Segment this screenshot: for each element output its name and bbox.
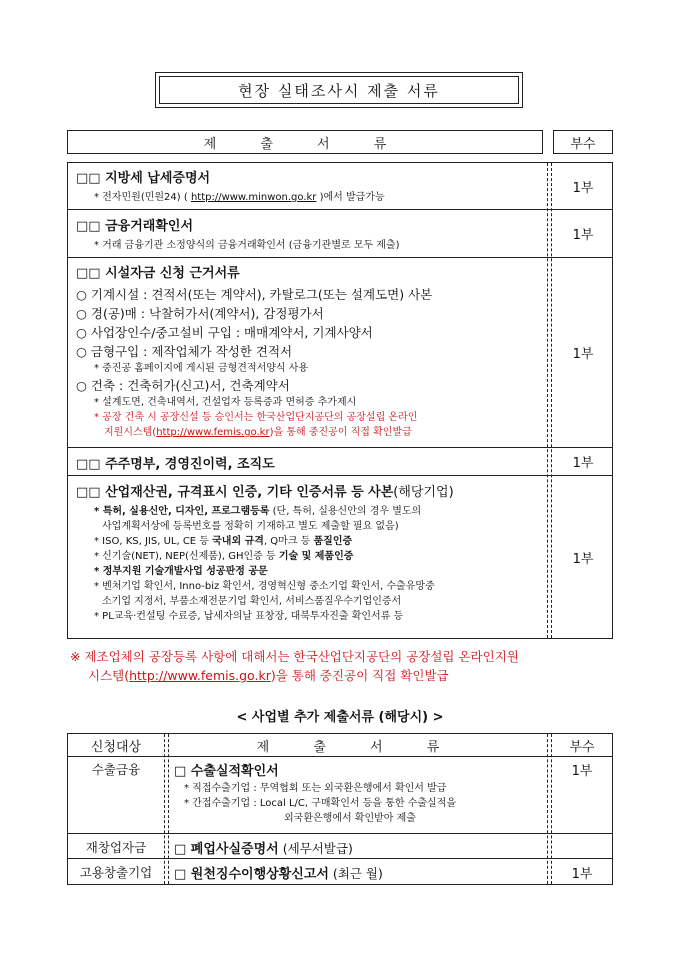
title-box [155,72,523,108]
build-note: * 설계도면, 건축내역서, 건설업자 등록증과 면허증 추가제시 [94,397,357,408]
facility-item: ○ 경(공)매 : 낙찰허가서(계약서), 감정평가서 [76,306,324,321]
minwon-link[interactable]: http://www.minwon.go.kr [190,192,317,203]
ip-note-rest: * ISO, KS, JIS, UL, CE 등 [94,536,213,547]
row-tax-certificate [76,167,385,205]
ip-note-bold: 기술 및 제품인증 [278,551,354,562]
ip-note [94,534,548,549]
row-shareholders [76,453,275,472]
doc-employment [174,863,383,882]
copies-cell: 1부 [572,347,594,362]
row-ip-certificates [76,481,548,624]
row-title [76,481,548,500]
doc-export [174,760,546,826]
note-suffix: )에서 발급가능 [319,192,385,203]
note-prefix: * 전자민원(민원24) ( [94,192,188,203]
footnote-line2 [88,666,640,685]
copies-cell: 1부 [572,228,594,243]
table1-header-docs [67,130,543,154]
red-note-suffix: )을 통해 중진공이 직접 확인발급 [269,427,412,438]
table2-header-target: 신청대상 [90,739,142,755]
doc-note: 외국환은행에서 확인받아 제출 [284,813,416,824]
target-export: 수출금융 [91,762,141,777]
facility-item: ○ 사업장인수/중고설비 구입 : 매매계약서, 기계사양서 [76,325,373,340]
ip-note-bold: * 특허, 실용신안, 디자인, 프로그램등록 [94,506,270,517]
ip-note: 사업계획서상에 등록번호를 정확히 기재하고 별도 제출할 필요 없음) [102,521,399,532]
table2-title-wrap [67,706,613,725]
table2-title: < 사업별 추가 제출서류 (해당시) > [236,710,444,725]
table2-header-docs-label: 제 출 서 류 [256,739,460,755]
target-employment: 고용창출기업 [79,865,153,880]
target-restart: 재창업자금 [85,840,147,855]
row-separator [68,475,612,476]
facility-item: ○ 건축 : 건축허가(신고)서, 건축계약서 [76,378,290,393]
row-title: □□ 시설자금 신청 근거서류 [76,266,240,281]
row-title-bold: □□ 산업재산권, 규격표시 인증, 기타 인증서류 등 사본 [76,485,394,500]
doc-title: □ 수출실적확인서 [174,764,279,779]
facility-item: ○ 금형구입 : 제작업체가 작성한 견적서 [76,344,293,359]
doc-note: * 간접수출기업 : Local L/C, 구매확인서 등을 통한 수출실적을 [184,798,457,809]
doc-restart [174,838,353,857]
table2-row-separator [68,833,612,834]
table2-row-separator [68,858,612,859]
row-financial-confirmation [76,215,400,253]
copies-export: 1부 [571,764,593,779]
row-note: * 거래 금융기관 소정양식의 금융거래확인서 (금융기관별로 모두 제출) [94,240,400,251]
row-separator [68,257,612,258]
red-note-line2 [104,425,546,440]
table2 [67,733,613,885]
doc-title: □ 원천징수이행상황신고서 [174,867,329,882]
copies-employment: 1부 [571,867,593,882]
row-title: □□ 지방세 납세증명서 [76,171,211,186]
copies-cell: 1부 [572,180,594,196]
copies-cell: 1부 [572,456,594,471]
ip-note: * PL교육·컨설팅 수료증, 납세자의날 표창장, 대북투자진출 확인서류 등 [94,611,404,622]
doc-rest: (세무서발급) [278,841,353,856]
ip-note [94,549,548,564]
ip-note [94,504,548,519]
row-separator [68,447,612,448]
ip-note-rest: , Q마크 등 [263,536,314,547]
ip-note-bold: 품질인증 [313,536,353,547]
ip-note-rest: * 신기술(NET), NEP(신제품), GH인증 등 [94,551,279,562]
table2-header-docs [169,734,547,756]
row-title-rest: (해당기업) [393,485,454,500]
copies-cell: 1부 [572,551,594,567]
doc-rest: (최근 월) [328,866,383,881]
page-title: 현장 실태조사시 제출 서류 [159,76,519,104]
ip-note: 소기업 지정서, 부품소재전문기업 확인서, 서비스품질우수기업인증서 [102,596,402,607]
table1-body [67,162,613,639]
femis-link[interactable]: http://www.femis.go.kr [156,427,270,438]
table1-header-docs-label: 제 출 서 류 [203,136,407,152]
footnote-femis-link[interactable]: http://www.femis.go.kr [129,668,271,683]
table2-header-separator [68,756,612,757]
ip-note-rest: (단, 특허, 실용신안의 경우 별도의 [269,506,422,517]
footnote-prefix: 시스템( [88,668,130,683]
row-separator [68,209,612,210]
doc-note: * 직접수출기업 : 무역협회 또는 외국환은행에서 확인서 발급 [184,783,447,794]
ip-note: * 벤처기업 확인서, Inno-biz 확인서, 경영혁신형 중소기업 확인서, 수출유망중 [94,581,435,592]
table1-vsep-b [551,163,552,638]
table1-header-copies-label: 부수 [570,136,596,152]
row-title: □□ 주주명부, 경영진이력, 조직도 [76,457,275,472]
row-facility-funds [76,262,546,440]
doc-title: □ 폐업사실증명서 [174,842,279,857]
footnote-suffix: )을 통해 중진공이 직접 확인발급 [270,668,449,683]
ip-note-bold: 국내외 규격 [212,536,264,547]
row-note [94,190,385,205]
mold-note: * 중진공 홈페이지에 게시된 금형견적서양식 사용 [94,363,309,374]
footnote-line1: ※ 제조업체의 공장등록 사항에 대해서는 한국산업단지공단의 공장설립 온라인지원 [70,649,519,664]
footnote [70,647,640,685]
red-note-prefix: 지원시스템( [104,427,157,438]
row-title: □□ 금융거래확인서 [76,219,193,234]
red-note-line1: * 공장 건축 시 공장신설 등 승인서는 한국산업단지공단의 공장설립 온라인 [94,412,418,423]
table1-header-copies [553,130,613,154]
table2-header-copies: 부수 [569,739,595,755]
facility-item: ○ 기계시설 : 견적서(또는 계약서), 카탈로그(또는 설계도면) 사본 [76,287,433,302]
ip-note: * 정부지원 기술개발사업 성공판정 공문 [94,566,268,577]
